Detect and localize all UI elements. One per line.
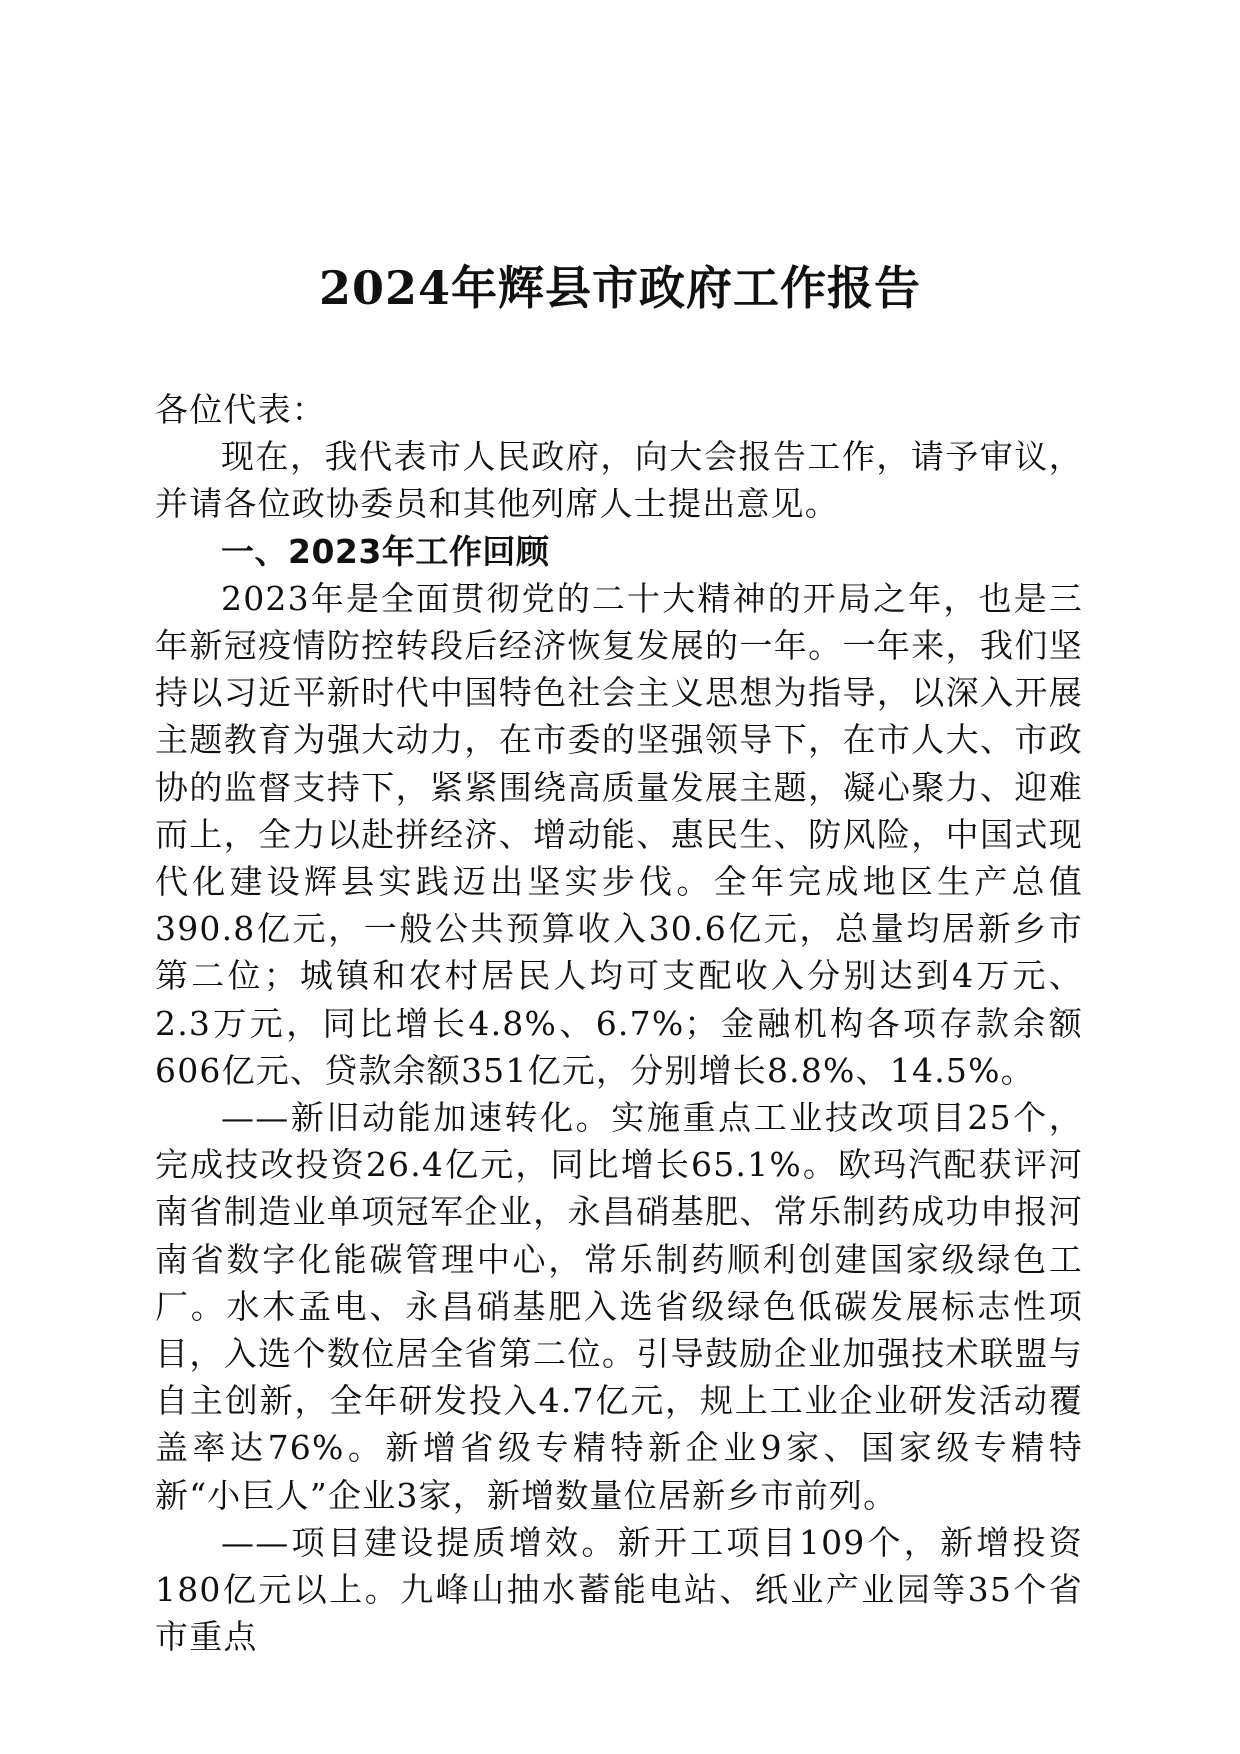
paragraph-new-momentum: ——新旧动能加速转化。实施重点工业技改项目25个，完成技改投资26.4亿元，同比增长65.1%。欧玛汽配获评河南省制造业单项冠军企业，永昌硝基肥、常乐制药成功申报河南省数字化能碳管理中心，常乐制药顺利创建国家级绿色工厂。水木孟电、永昌硝基肥入选省级绿色低碳发展标志性项目，入选个数位居全省第二位。引导鼓励企业加强技术联盟与自主创新，全年研发投入4.7亿元，规上工业企业研发活动覆盖率达76%。新增省级专精特新企业9家、国家级专精特新“小巨人”企业3家，新增数量位居新乡市前列。 xyxy=(155,1098,1083,1515)
paragraph-project-construction: ——项目建设提质增效。新开工项目109个，新增投资180亿元以上。九峰山抽水蓄能电站、纸业产业园等35个省市重点 xyxy=(155,1522,1083,1657)
section-heading: 一、2023年工作回顾 xyxy=(221,531,550,571)
paragraph-overview: 2023年是全面贯彻党的二十大精神的开局之年，也是三年新冠疫情防控转段后经济恢复发展的一年。一年来，我们坚持以习近平新时代中国特色社会主义思想为指导，以深入开展主题教育为强大动力，在市委的坚强领导下，在市人大、市政协的监督支持下，紧紧围绕高质量发展主题，凝心聚力、迎难而上，全力以赴拼经济、增动能、惠民生、防风险，中国式现代化建设辉县实践迈出坚实步伐。全年完成地区生产总值390.8亿元，一般公共预算收入30.6亿元，总量均居新乡市第二位；城镇和农村居民人均可支配收入分别达到4万元、2.3万元，同比增长4.8%、6.7%；金融机构各项存款余额606亿元、贷款余额351亿元，分别增长8.8%、14.5%。 xyxy=(155,578,1083,1090)
intro-paragraph: 现在，我代表市人民政府，向大会报告工作，请予审议，并请各位政协委员和其他列席人士提出意见。 xyxy=(155,437,1083,524)
document-title: 2024年辉县市政府工作报告 xyxy=(318,261,922,315)
salutation: 各位代表： xyxy=(155,390,326,429)
document-body xyxy=(155,386,1083,1660)
